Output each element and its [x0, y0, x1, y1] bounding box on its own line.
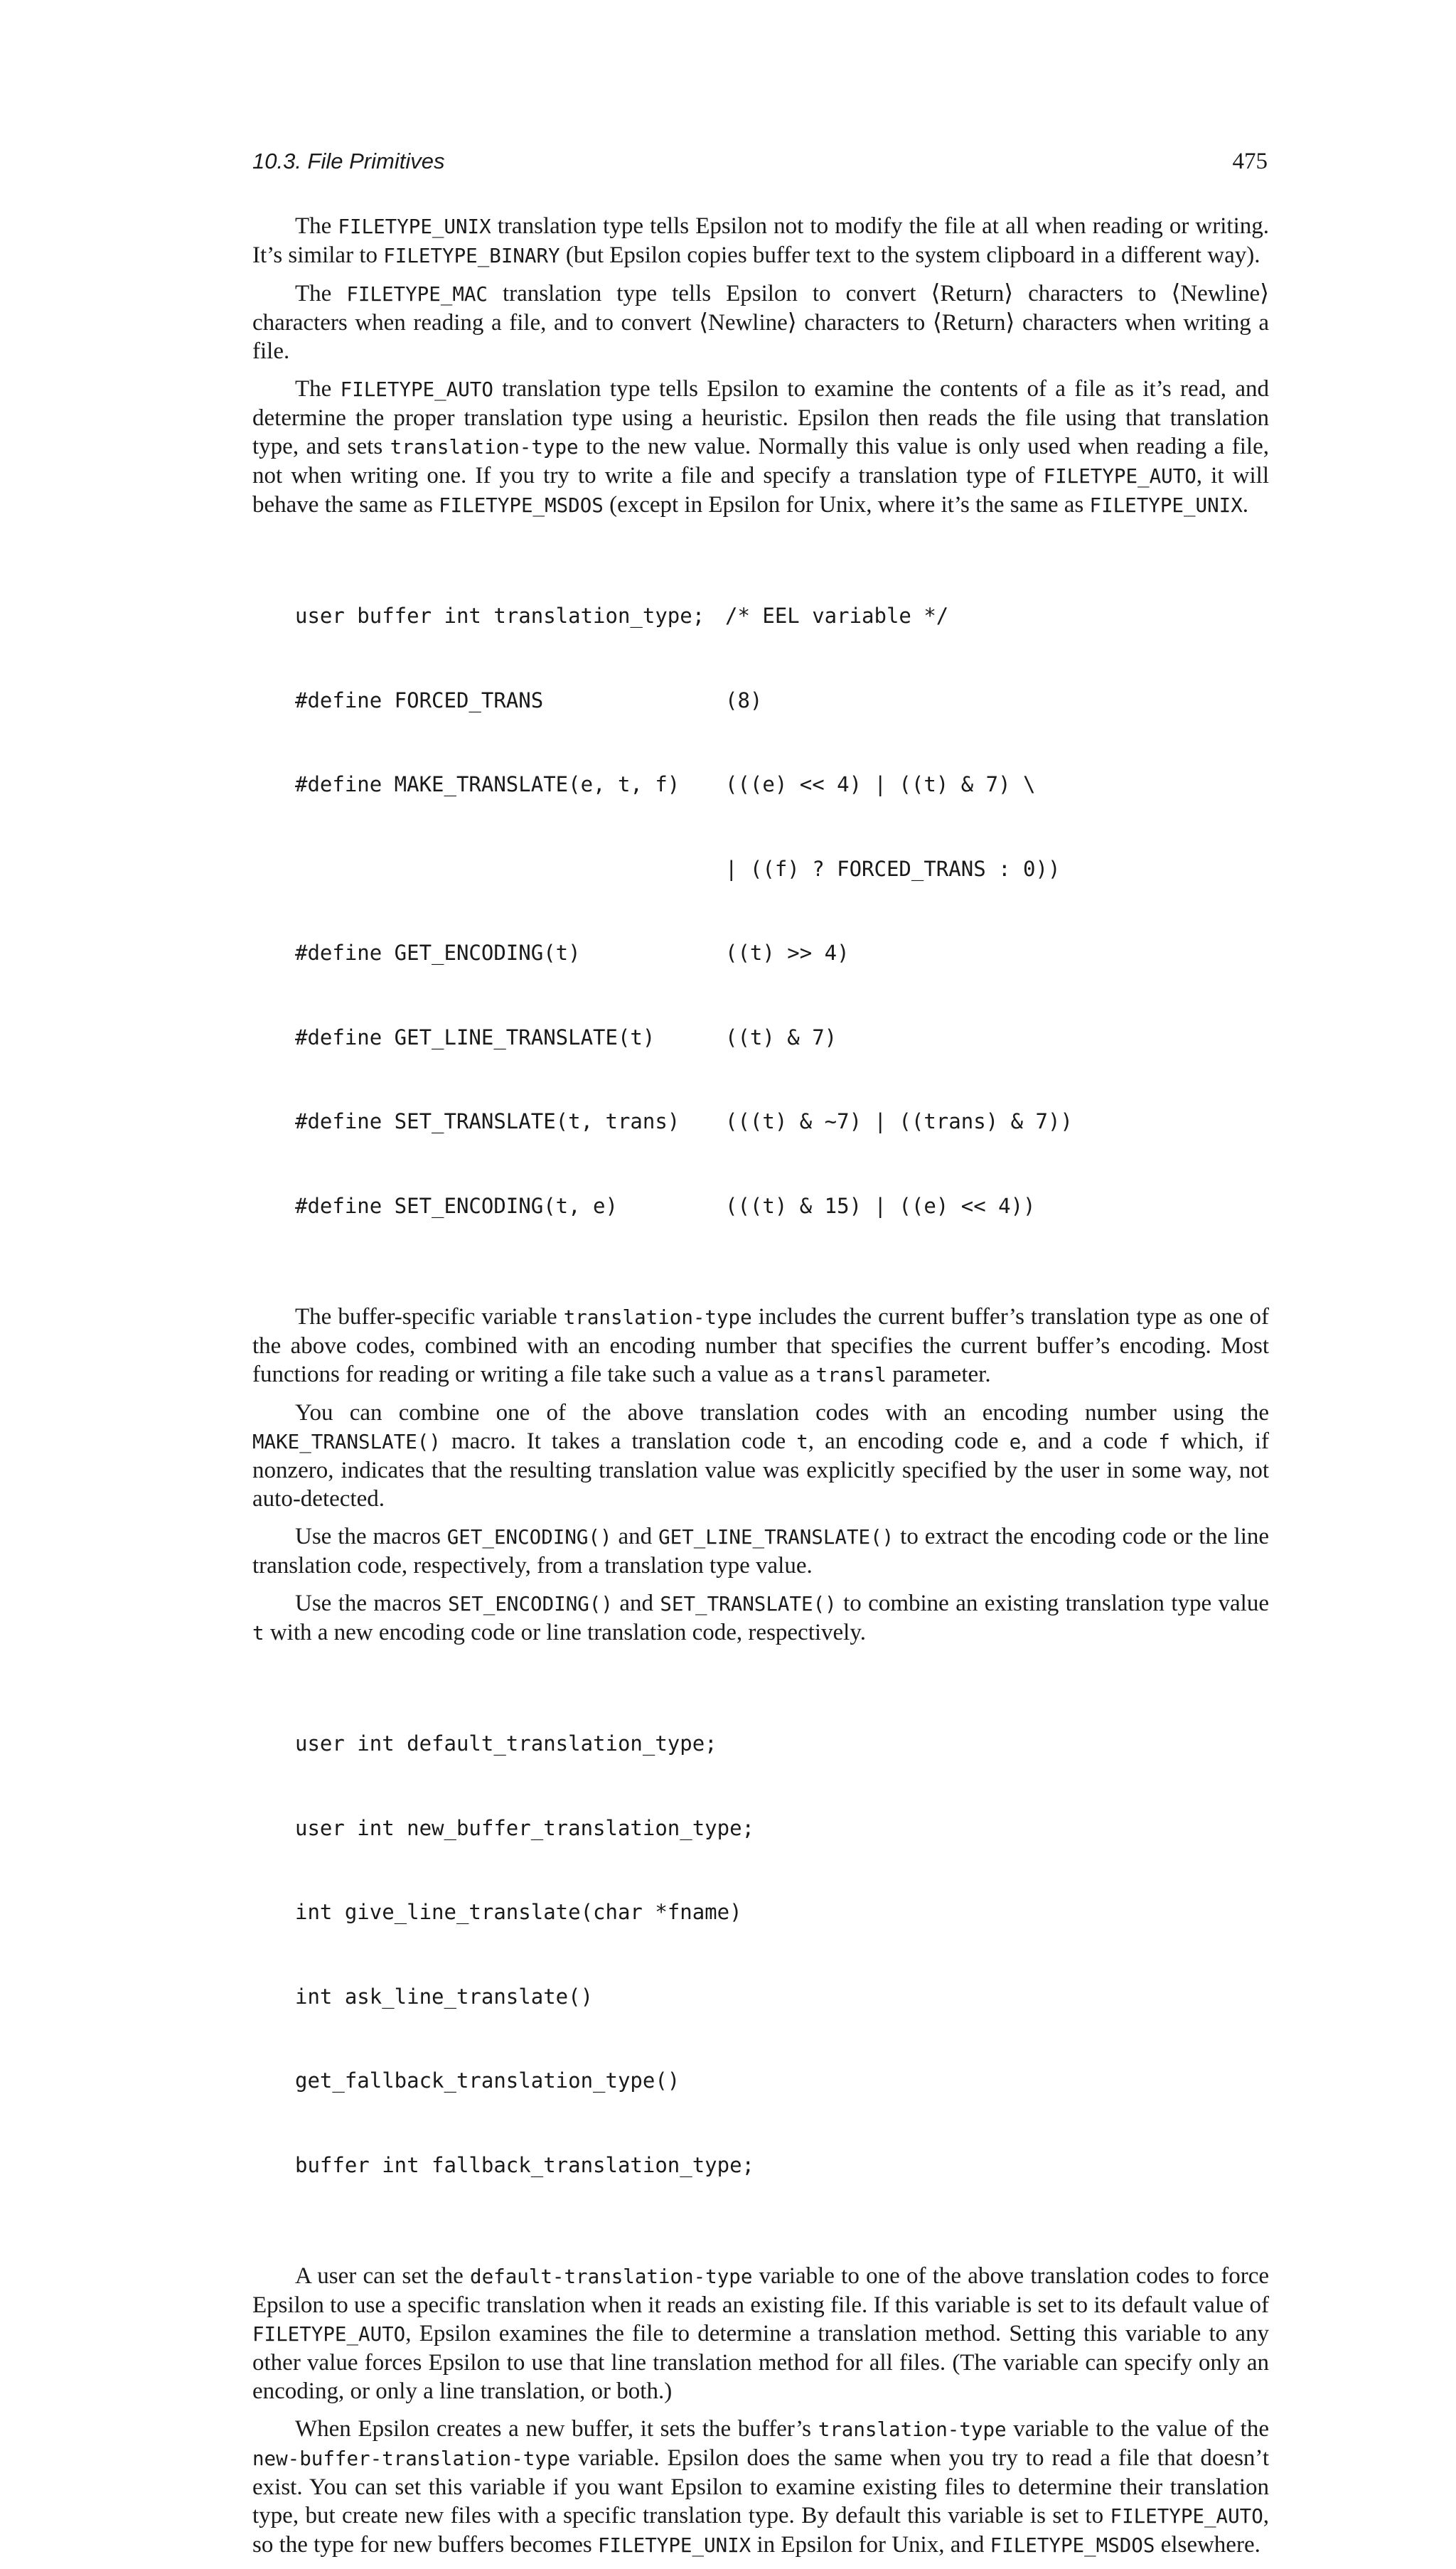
code-filetype-auto: FILETYPE_AUTO	[1043, 465, 1197, 488]
code-line	[295, 687, 1269, 715]
text: (except in Epsilon for Unix, where it’s the same as	[603, 492, 1090, 518]
text: Use the macros	[295, 1524, 447, 1549]
code-block-translation-macros	[295, 546, 1269, 1276]
text: elsewhere.	[1155, 2532, 1260, 2558]
code-line	[295, 1192, 1269, 1221]
code-left: #define GET_LINE_TRANSLATE(t)	[295, 1025, 655, 1050]
code-translation-type: translation-type	[563, 1306, 752, 1329]
text: The	[295, 213, 338, 239]
code-line: user int new_buffer_translation_type;	[295, 1815, 755, 1840]
code-line	[295, 771, 1269, 799]
code-right: (((t) & ~7) | ((trans) & 7))	[725, 1109, 1073, 1133]
code-filetype-binary: FILETYPE_BINARY	[383, 245, 560, 267]
code-filetype-auto: FILETYPE_AUTO	[340, 378, 493, 401]
text: in Epsilon for Unix, and	[751, 2532, 990, 2558]
code-filetype-msdos: FILETYPE_MSDOS	[439, 494, 604, 517]
text: which, if nonzero, indicates that the resulting translation value was explicitly specified by the user in some way, not auto-detected.	[252, 1428, 1269, 1512]
paragraph-filetype-auto	[252, 375, 1269, 520]
code-filetype-auto: FILETYPE_AUTO	[1110, 2505, 1263, 2528]
code-right: (((t) & 15) | ((e) << 4))	[725, 1193, 1036, 1218]
text: to extract the encoding code or the line translation code, respectively, from a translation type value.	[252, 1524, 1270, 1579]
text: macro. It takes a translation code	[440, 1428, 797, 1454]
page-number: 475	[1232, 149, 1268, 174]
code-right: (8)	[725, 688, 763, 712]
code-line: user int default_translation_type;	[295, 1731, 717, 1756]
code-filetype-mac: FILETYPE_MAC	[346, 283, 488, 306]
text: translation type tells Epsilon not to modify the file at all when reading or writing. It’s similar to	[252, 213, 1269, 268]
code-block-translation-variables	[295, 1674, 1269, 2236]
code-e: e	[1009, 1431, 1022, 1453]
paragraph-new-buffer-translation-type	[252, 2415, 1269, 2560]
text: Use the macros	[295, 1591, 449, 1616]
code-right: ((t) & 7)	[725, 1025, 837, 1050]
code-left: user buffer int translation_type;	[295, 604, 705, 628]
text: translation type tells Epsilon to convert ⟨Return⟩ characters to ⟨Newline⟩ characters when reading a file, and to convert ⟨Newline⟩ characters to ⟨Return⟩ characters when writing a file.	[252, 281, 1269, 364]
page-body	[252, 212, 1269, 2569]
text: The	[295, 281, 347, 306]
paragraph-buffer-specific-variable	[252, 1303, 1269, 1389]
text: .	[1242, 492, 1248, 518]
code-right: /* EEL variable */	[725, 604, 949, 628]
code-filetype-msdos: FILETYPE_MSDOS	[990, 2534, 1155, 2557]
text: , and a code	[1021, 1428, 1159, 1454]
code-filetype-auto: FILETYPE_AUTO	[252, 2323, 406, 2346]
code-right: ((t) >> 4)	[725, 941, 850, 965]
text: to combine an existing translation type value	[836, 1591, 1269, 1616]
code-line	[295, 1108, 1269, 1136]
code-new-buffer-translation-type: new-buffer-translation-type	[252, 2447, 571, 2470]
text: , so the type for new buffers becomes	[252, 2503, 1269, 2558]
section-title: 10.3. File Primitives	[252, 149, 445, 173]
paragraph-default-translation-type	[252, 2262, 1269, 2405]
text: with a new encoding code or line translation code, respectively.	[264, 1620, 866, 1645]
text: variable to one of the above translation codes to force Epsilon to use a specific translation when it reads an existing file. If this variable is set to its default value of	[252, 2263, 1269, 2318]
text: The buffer-specific variable	[295, 1304, 564, 1330]
code-line	[295, 855, 1269, 884]
code-left: #define GET_ENCODING(t)	[295, 941, 581, 965]
code-line	[295, 1024, 1269, 1052]
code-set-translate: SET_TRANSLATE()	[660, 1593, 837, 1615]
code-get-line-translate: GET_LINE_TRANSLATE()	[658, 1526, 894, 1549]
code-translation-type: translation-type	[818, 2418, 1007, 2441]
code-translation-type: translation-type	[390, 436, 579, 459]
text: translation type tells Epsilon to examine the contents of a file as it’s read, and determine the proper translation type using a heuristic. Epsilon then reads the file using that translation type, and sets	[252, 376, 1270, 459]
code-get-encoding: GET_ENCODING()	[446, 1526, 612, 1549]
text: , it will behave the same as	[252, 463, 1269, 518]
text: A user can set the	[295, 2263, 471, 2289]
code-filetype-unix: FILETYPE_UNIX	[598, 2534, 751, 2557]
code-left: #define MAKE_TRANSLATE(e, t, f)	[295, 772, 680, 796]
paragraph-set-macros	[252, 1589, 1269, 1647]
text: and	[612, 1591, 660, 1616]
paragraph-get-macros	[252, 1522, 1269, 1580]
code-t: t	[796, 1431, 808, 1453]
code-left: #define SET_TRANSLATE(t, trans)	[295, 1109, 680, 1133]
code-t: t	[252, 1622, 264, 1645]
paragraph-filetype-unix	[252, 212, 1269, 270]
text: You can combine one of the above translation codes with an encoding number using the	[295, 1400, 1269, 1426]
code-f: f	[1158, 1431, 1170, 1453]
text: variable. Epsilon does the same when you try to read a file that doesn’t exist. You can set this variable if you want Epsilon to examine existing files to determine their translation type, but create new files with a specific translation type. By default this variable is set to	[252, 2445, 1269, 2528]
code-left: #define SET_ENCODING(t, e)	[295, 1193, 618, 1218]
text: variable to the value of the	[1006, 2416, 1269, 2442]
text: (but Epsilon copies buffer text to the system clipboard in a different way).	[560, 242, 1260, 268]
text: parameter.	[886, 1362, 991, 1387]
paragraph-filetype-mac	[252, 279, 1269, 365]
code-right: (((e) << 4) | ((t) & 7) \	[725, 772, 1036, 796]
code-make-translate: MAKE_TRANSLATE()	[252, 1431, 441, 1453]
code-right: | ((f) ? FORCED_TRANS : 0))	[725, 856, 1061, 881]
code-set-encoding: SET_ENCODING()	[448, 1593, 613, 1615]
code-line: get_fallback_translation_type()	[295, 2068, 680, 2093]
paragraph-make-translate	[252, 1399, 1269, 1513]
running-header	[252, 146, 1268, 177]
code-line	[295, 939, 1269, 968]
code-filetype-unix: FILETYPE_UNIX	[338, 215, 491, 238]
code-left	[295, 855, 725, 884]
text: The	[295, 376, 341, 402]
code-default-translation-type: default-translation-type	[470, 2265, 753, 2288]
code-line: int ask_line_translate()	[295, 1984, 594, 2009]
text: and	[611, 1524, 659, 1549]
code-line: int give_line_translate(char *fname)	[295, 1900, 742, 1924]
text: When Epsilon creates a new buffer, it sets the buffer’s	[295, 2416, 818, 2442]
code-left: #define FORCED_TRANS	[295, 688, 544, 712]
text: , Epsilon examines the file to determine a translation method. Setting this variable to any other value forces Epsilon to use that line translation method for all files. (The variable can specify only an encoding, or only a line translation, or both.)	[252, 2321, 1269, 2404]
code-line	[295, 602, 1269, 631]
text: to the new value. Normally this value is only used when reading a file, not when writing one. If you try to write a file and specify a translation type of	[252, 434, 1269, 488]
text: includes the current buffer’s translation type as one of the above codes, combined with an encoding number that specifies the current buffer’s encoding. Most functions for reading or writing a file take such a value as a	[252, 1304, 1270, 1387]
code-filetype-unix: FILETYPE_UNIX	[1089, 494, 1243, 517]
code-transl: transl	[815, 1364, 887, 1387]
text: , an encoding code	[808, 1428, 1010, 1454]
code-line: buffer int fallback_translation_type;	[295, 2152, 755, 2177]
